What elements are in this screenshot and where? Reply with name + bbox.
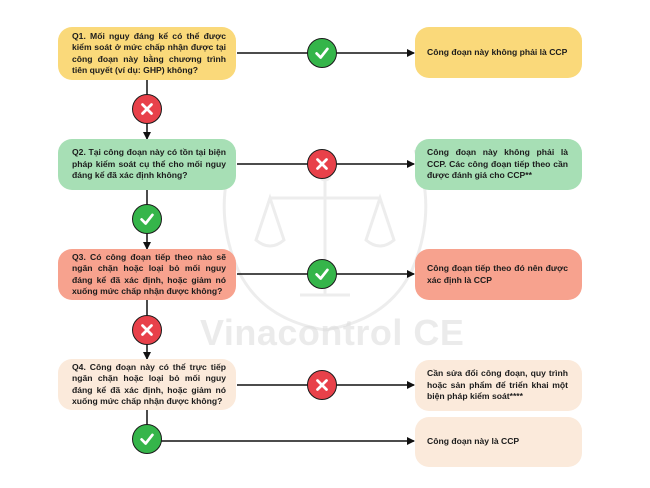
question-4 [58,359,236,410]
check-icon [132,204,162,234]
result-5 [415,417,582,467]
arrow-q4-final [147,410,414,441]
check-icon [132,424,162,454]
question-1 [58,27,236,80]
cross-icon [307,149,337,179]
result-4-text: Cần sửa đổi công đoạn, quy trình hoặc sản phẩm để triển khai một biện pháp kiểm soát**** [427,368,568,402]
question-3 [58,249,236,300]
cross-icon [307,370,337,400]
question-4-text: Q4. Công đoạn này có thể trực tiếp ngăn chặn hoặc loại bỏ mối nguy đáng kể đã xác định, hoặc giảm nó xuống mức chấp nhận được không? [72,361,226,406]
result-1 [415,27,582,78]
cross-icon [132,94,162,124]
result-3 [415,249,582,300]
check-icon [307,259,337,289]
result-2-text: Công đoạn này không phải là CCP. Các công đoạn tiếp theo cần được đánh giá cho CCP** [427,147,568,181]
question-1-text: Q1. Mối nguy đáng kể có thể được kiểm soát ở mức chấp nhận được tại công đoạn này bằng chương trình tiên quyết (ví dụ: GHP) không? [72,30,226,75]
question-3-text: Q3. Có công đoạn tiếp theo nào sẽ ngăn chặn hoặc loại bỏ mối nguy đáng kể đã xác định, hoặc giảm nó xuống mức chấp nhận được không? [72,251,226,296]
result-5-text: Công đoạn này là CCP [427,436,520,447]
cross-icon [132,315,162,345]
question-2-text: Q2. Tại công đoạn này có tồn tại biện pháp kiểm soát cụ thể cho mối nguy đáng kể đã xác định không? [72,147,226,181]
result-2 [415,139,582,190]
result-1-text: Công đoạn này không phải là CCP [427,46,568,57]
result-4 [415,360,582,411]
check-icon [307,38,337,68]
watermark-text: Vinacontrol CE [200,312,465,353]
question-2 [58,139,236,190]
result-3-text: Công đoạn tiếp theo đó nên được xác định là CCP [427,263,568,285]
